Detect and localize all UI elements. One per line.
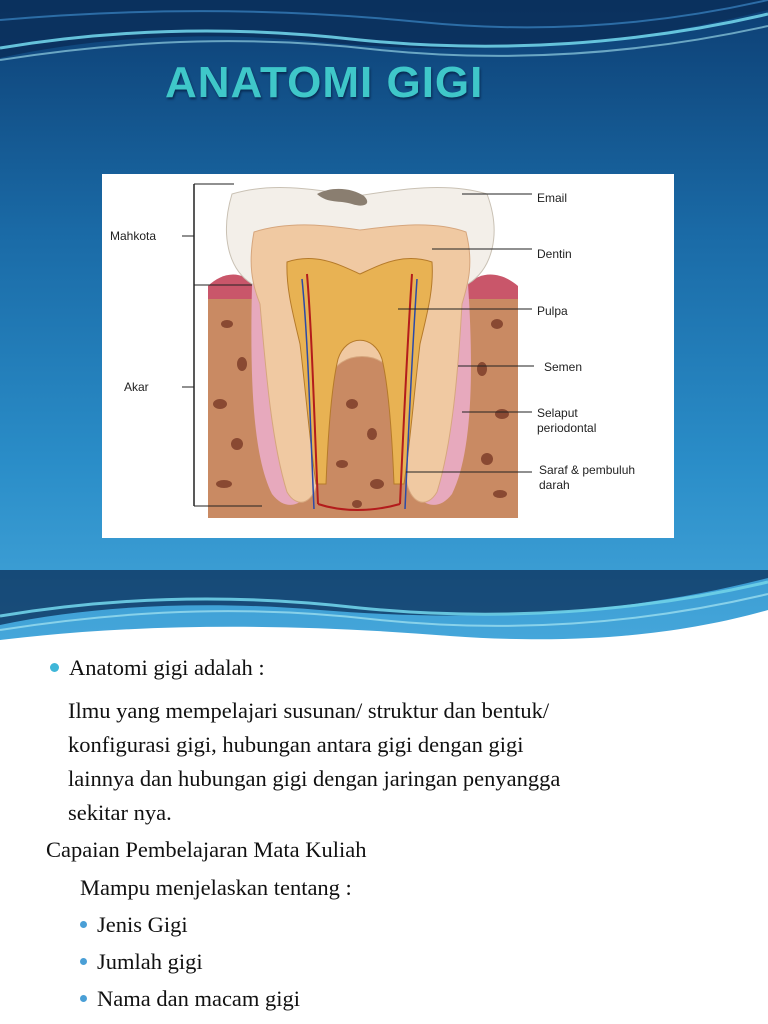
tooth-cross-section-illustration bbox=[102, 174, 674, 538]
label-saraf-1: Saraf & pembuluh bbox=[539, 463, 636, 477]
list-item-text: Jumlah gigi bbox=[97, 949, 203, 974]
list-item bbox=[80, 945, 203, 979]
label-akar: Akar bbox=[124, 380, 149, 394]
definition-line: Ilmu yang mempelajari susunan/ struktur dan bentuk/ bbox=[68, 698, 550, 723]
tooth-anatomy-figure bbox=[102, 174, 674, 538]
label-selaput-2: periodontal bbox=[537, 421, 597, 435]
bullet-anatomi bbox=[50, 651, 265, 685]
bullet-text: Anatomi gigi adalah : bbox=[69, 655, 265, 680]
slide-title: ANATOMI GIGI bbox=[165, 58, 484, 107]
list-item-text: Jenis Gigi bbox=[97, 912, 188, 937]
bullet-icon bbox=[80, 921, 87, 928]
definition-line: konfigurasi gigi, hubungan antara gigi dengan gigi bbox=[68, 732, 524, 757]
bullet-icon bbox=[80, 995, 87, 1002]
section-subheading: Mampu menjelaskan tentang : bbox=[80, 875, 352, 900]
bullet-icon bbox=[80, 958, 87, 965]
label-pulpa: Pulpa bbox=[537, 304, 568, 318]
label-mahkota: Mahkota bbox=[110, 229, 157, 243]
label-selaput-1: Selaput bbox=[537, 406, 578, 420]
bullet-icon bbox=[50, 663, 59, 672]
label-email: Email bbox=[537, 191, 568, 205]
definition-line: lainnya dan hubungan gigi dengan jaringan penyangga bbox=[68, 766, 561, 791]
definition-line: sekitar nya. bbox=[68, 800, 172, 825]
label-saraf-2: darah bbox=[539, 478, 570, 492]
slide-body bbox=[0, 655, 768, 1024]
list-item bbox=[80, 908, 188, 942]
section-heading: Capaian Pembelajaran Mata Kuliah bbox=[46, 837, 367, 862]
label-dentin: Dentin bbox=[537, 247, 572, 261]
list-item-text: Nama dan macam gigi bbox=[97, 986, 301, 1011]
wave-decoration-bottom bbox=[0, 570, 768, 660]
list-item bbox=[80, 982, 300, 1016]
label-semen: Semen bbox=[544, 360, 583, 374]
